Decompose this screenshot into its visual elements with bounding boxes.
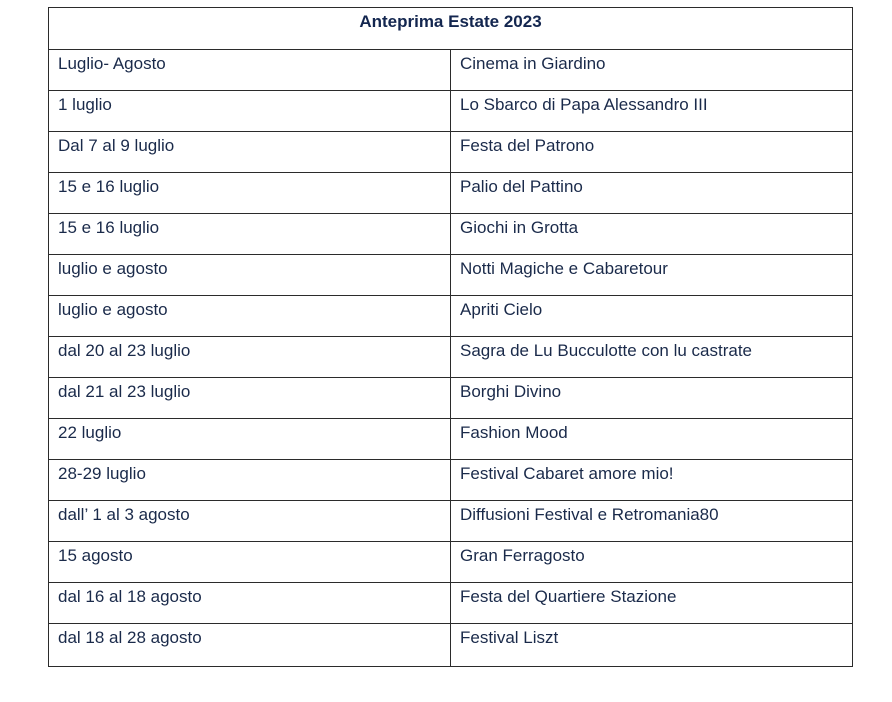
events-table-body [49, 8, 853, 667]
event-cell [451, 50, 853, 91]
date-cell [49, 255, 451, 296]
event-cell [451, 296, 853, 337]
date-text: Dal 7 al 9 luglio [58, 136, 175, 155]
event-text: Festival Cabaret amore mio! [460, 464, 674, 483]
event-cell [451, 173, 853, 214]
date-text: luglio e agosto [58, 259, 168, 278]
table-row [49, 173, 853, 214]
date-text: dal 16 al 18 agosto [58, 587, 202, 606]
event-cell [451, 460, 853, 501]
event-text: Notti Magiche e Cabaretour [460, 259, 668, 278]
table-row [49, 91, 853, 132]
date-text: luglio e agosto [58, 300, 168, 319]
table-row [49, 50, 853, 91]
event-text: Cinema in Giardino [460, 54, 606, 73]
date-text: Luglio- Agosto [58, 54, 166, 73]
event-cell [451, 91, 853, 132]
date-text: dall’ 1 al 3 agosto [58, 505, 190, 524]
event-text: Borghi Divino [460, 382, 562, 401]
event-text: Fashion Mood [460, 423, 568, 442]
date-cell [49, 214, 451, 255]
table-row [49, 501, 853, 542]
date-cell [49, 132, 451, 173]
date-text: 15 e 16 luglio [58, 177, 160, 196]
table-row [49, 214, 853, 255]
date-text: 1 luglio [58, 95, 112, 114]
event-text: Giochi in Grotta [460, 218, 579, 237]
table-row [49, 583, 853, 624]
table-row [49, 255, 853, 296]
events-table [48, 7, 853, 667]
date-cell [49, 501, 451, 542]
date-cell [49, 542, 451, 583]
event-text: Apriti Cielo [460, 300, 543, 319]
event-text: Gran Ferragosto [460, 546, 585, 565]
event-cell [451, 542, 853, 583]
table-title-row [49, 8, 853, 50]
table-row [49, 132, 853, 173]
event-text: Diffusioni Festival e Retromania80 [460, 505, 719, 524]
event-text: Lo Sbarco di Papa Alessandro III [460, 95, 708, 114]
event-cell [451, 132, 853, 173]
table-title-cell [49, 8, 853, 50]
date-cell [49, 337, 451, 378]
table-row [49, 624, 853, 667]
date-cell [49, 624, 451, 667]
event-text: Sagra de Lu Bucculotte con lu castrate [460, 341, 753, 360]
date-text: dal 21 al 23 luglio [58, 382, 191, 401]
event-cell [451, 214, 853, 255]
table-row [49, 296, 853, 337]
date-cell [49, 378, 451, 419]
date-cell [49, 296, 451, 337]
event-text: Festa del Patrono [460, 136, 595, 155]
date-cell [49, 91, 451, 132]
date-text: dal 20 al 23 luglio [58, 341, 191, 360]
date-cell [49, 173, 451, 214]
event-cell [451, 501, 853, 542]
date-text: 22 luglio [58, 423, 122, 442]
table-row [49, 460, 853, 501]
event-text: Palio del Pattino [460, 177, 583, 196]
date-text: 15 agosto [58, 546, 133, 565]
event-text: Festival Liszt [460, 628, 559, 647]
event-cell [451, 378, 853, 419]
date-cell [49, 419, 451, 460]
event-cell [451, 583, 853, 624]
event-text: Festa del Quartiere Stazione [460, 587, 677, 606]
table-row [49, 419, 853, 460]
event-cell [451, 255, 853, 296]
event-cell [451, 337, 853, 378]
table-row [49, 337, 853, 378]
date-text: 15 e 16 luglio [58, 218, 160, 237]
event-cell [451, 624, 853, 667]
date-cell [49, 50, 451, 91]
event-cell [451, 419, 853, 460]
date-text: 28-29 luglio [58, 464, 146, 483]
date-text: dal 18 al 28 agosto [58, 628, 202, 647]
table-row [49, 542, 853, 583]
table-title: Anteprima Estate 2023 [359, 12, 542, 31]
date-cell [49, 460, 451, 501]
date-cell [49, 583, 451, 624]
table-row [49, 378, 853, 419]
